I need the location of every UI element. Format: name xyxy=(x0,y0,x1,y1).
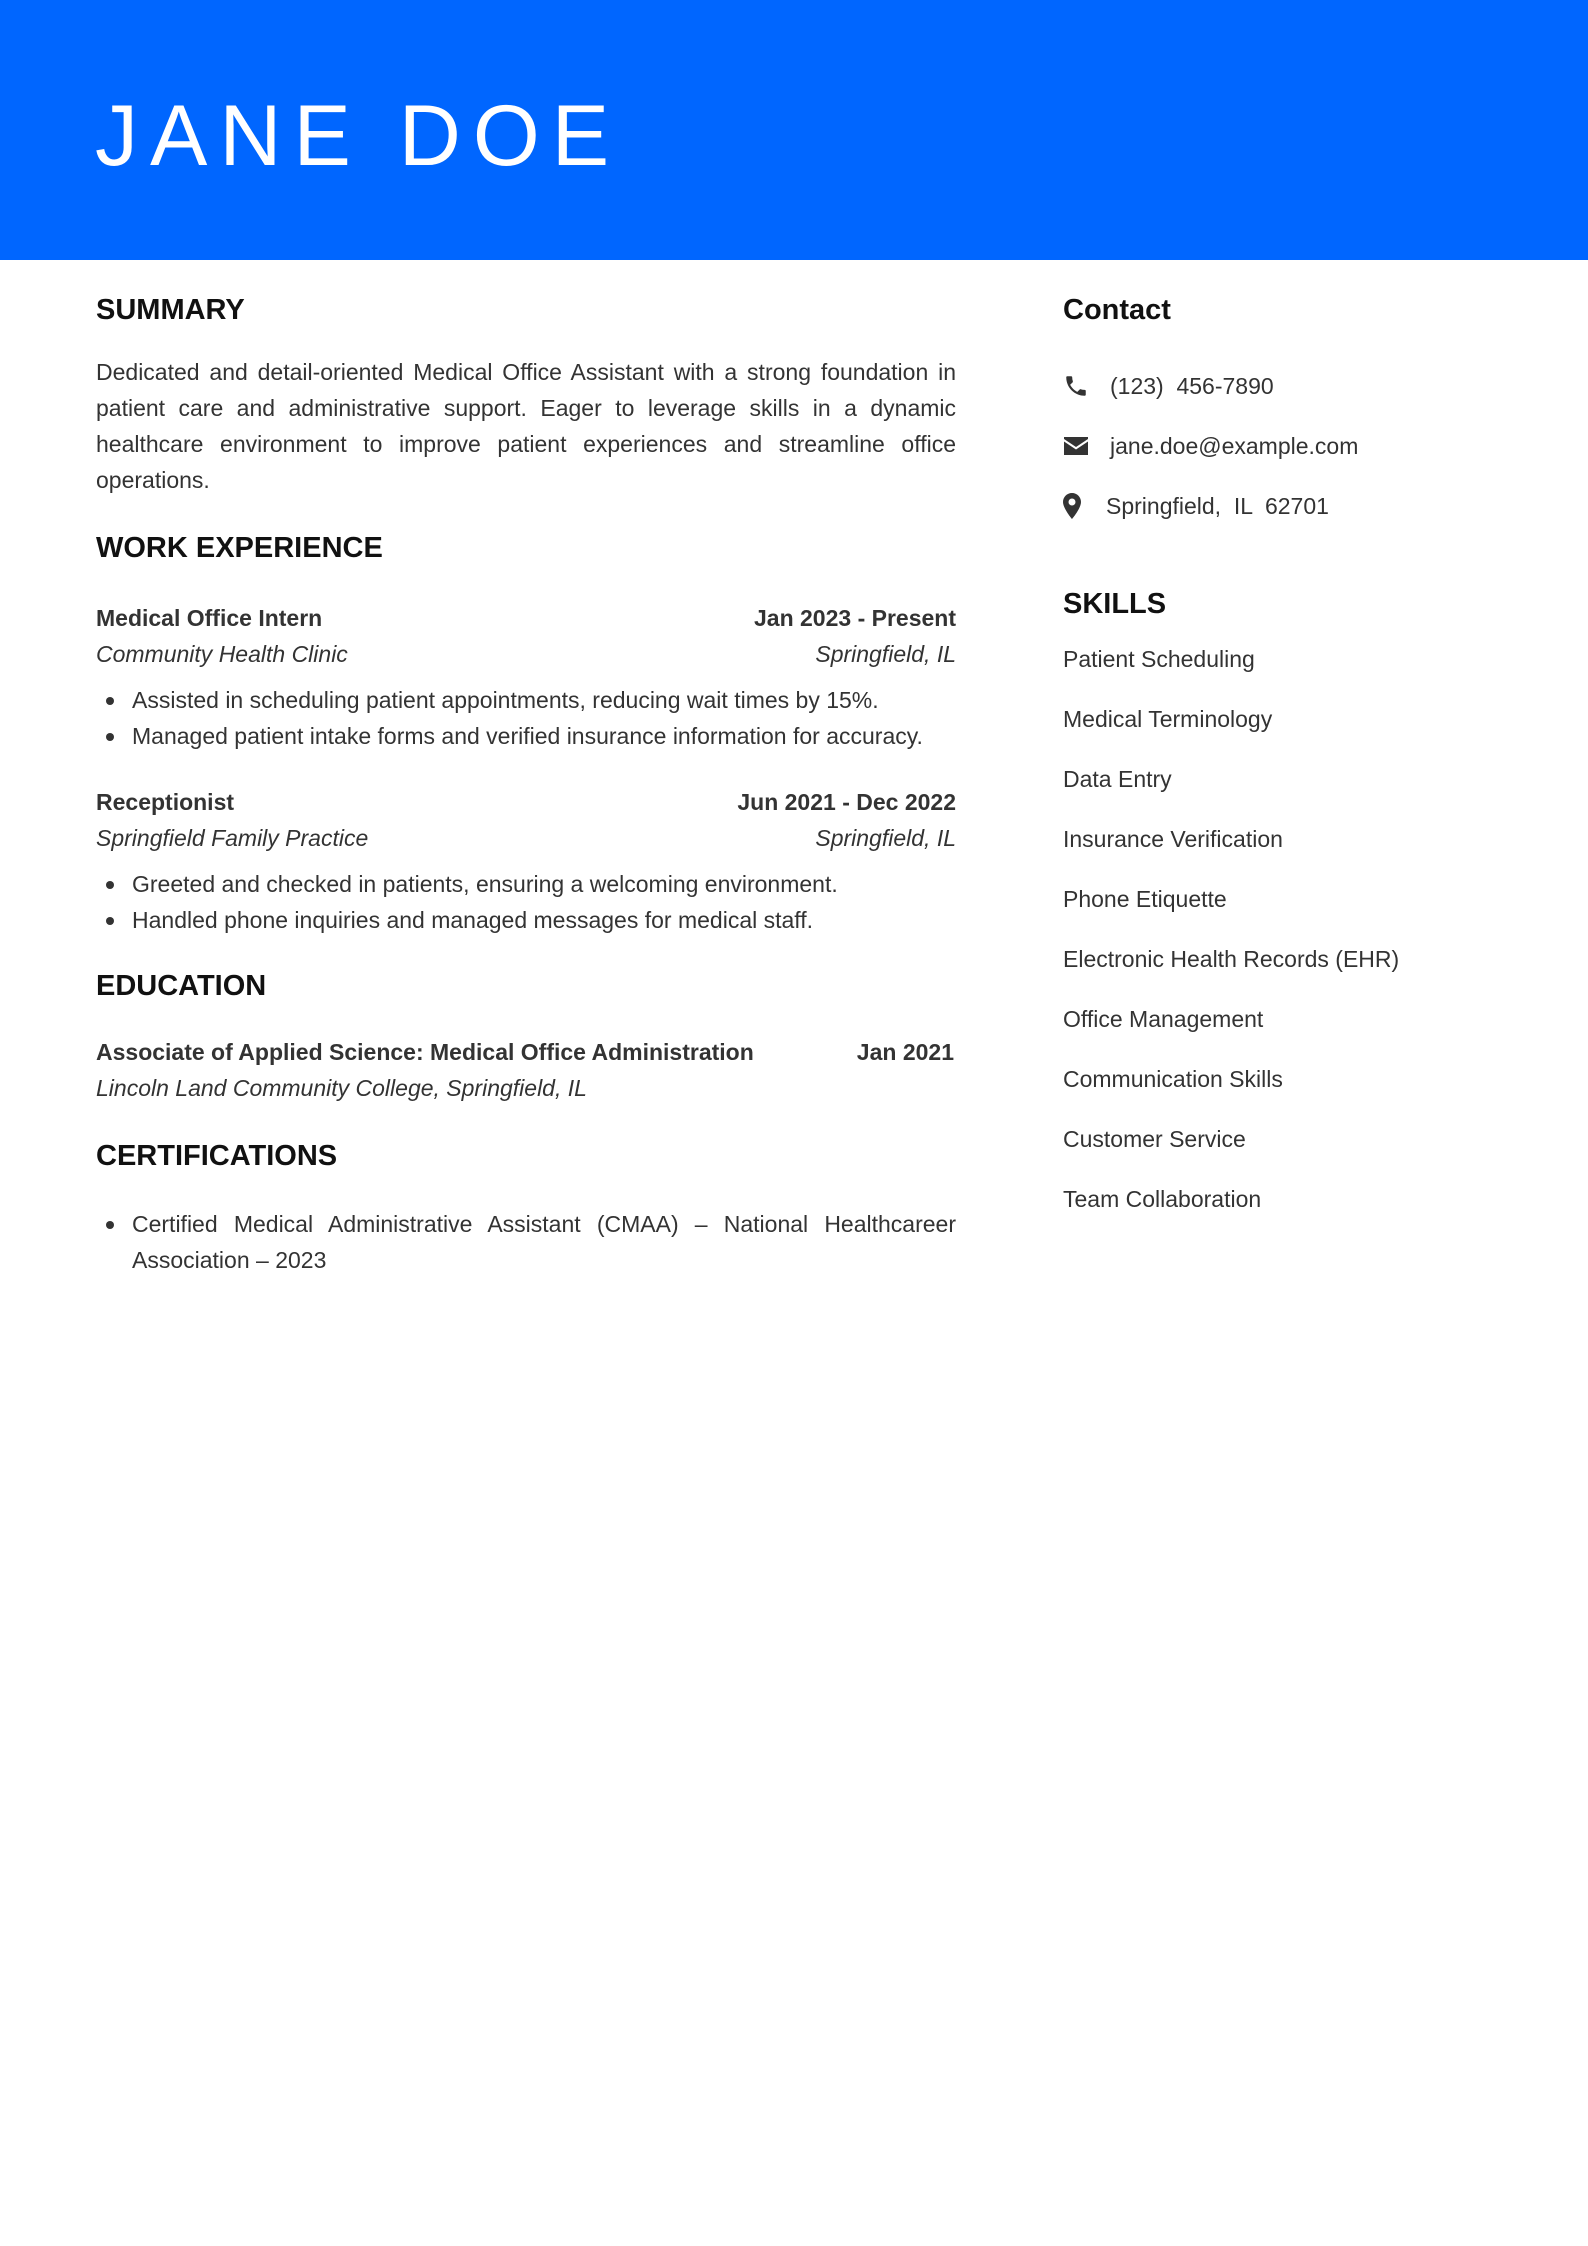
contact-phone-text: (123) 456-7890 xyxy=(1110,372,1274,399)
job-bullet: Managed patient intake forms and verified insurance information for accuracy. xyxy=(96,718,956,754)
job-role: Receptionist xyxy=(96,789,235,815)
job-dates: Jan 2023 - Present xyxy=(753,605,956,631)
summary-text: Dedicated and detail-oriented Medical Office Assistant with a strong foundation in patient care and administrative support. Eager to leverage skills in a dynamic healthcare environment to improve patient experiences and streamline office operations. xyxy=(96,359,956,493)
main-column xyxy=(96,292,956,1278)
job-bullets xyxy=(96,682,956,754)
skill-item: Medical Terminology xyxy=(1063,706,1273,732)
job-company: Community Health Clinic xyxy=(96,641,348,667)
contact-email-text: jane.doe@example.com xyxy=(1110,432,1359,459)
envelope-icon xyxy=(1063,432,1097,460)
skill-item: Data Entry xyxy=(1063,766,1172,792)
sidebar-column xyxy=(1063,292,1503,1244)
certifications-list xyxy=(96,1206,956,1278)
contact-email xyxy=(1063,416,1503,476)
candidate-name: JANE DOE xyxy=(95,88,622,184)
work-experience-heading: WORK EXPERIENCE xyxy=(96,532,383,564)
job-dates: Jun 2021 - Dec 2022 xyxy=(737,789,956,815)
education-date: Jan 2021 xyxy=(856,1039,954,1065)
job-subheader-row xyxy=(96,636,956,672)
job-company: Springfield Family Practice xyxy=(96,825,369,851)
phone-icon xyxy=(1063,372,1097,400)
job-bullet: Handled phone inquiries and managed messages for medical staff. xyxy=(96,902,956,938)
certifications-heading: CERTIFICATIONS xyxy=(96,1140,338,1172)
summary-heading: SUMMARY xyxy=(96,294,245,326)
skill-item: Team Collaboration xyxy=(1063,1186,1262,1212)
skills-list xyxy=(1063,644,1503,1244)
education-degree: Associate of Applied Science: Medical Office Administration xyxy=(96,1039,754,1065)
contact-location-text: Springfield, IL 62701 xyxy=(1106,492,1329,519)
education-header-row xyxy=(96,1034,956,1070)
education-heading: EDUCATION xyxy=(96,970,267,1002)
job-location: Springfield, IL xyxy=(815,641,956,667)
skill-item: Phone Etiquette xyxy=(1063,886,1227,912)
job-role: Medical Office Intern xyxy=(96,605,323,631)
job-header-row xyxy=(96,600,956,636)
job-subheader-row xyxy=(96,820,956,856)
job-entry xyxy=(96,784,956,938)
header-banner xyxy=(0,0,1588,260)
job-entry xyxy=(96,600,956,754)
contact-heading: Contact xyxy=(1063,294,1171,326)
skill-item: Electronic Health Records (EHR) xyxy=(1063,946,1400,972)
skill-item: Communication Skills xyxy=(1063,1066,1283,1092)
map-pin-icon xyxy=(1063,492,1093,520)
skill-item: Office Management xyxy=(1063,1006,1264,1032)
job-location: Springfield, IL xyxy=(815,825,956,851)
certification-item: Certified Medical Administrative Assistant (CMAA) – National Healthcareer Association – 2023 xyxy=(96,1206,956,1278)
job-bullets xyxy=(96,866,956,938)
skill-item: Patient Scheduling xyxy=(1063,646,1255,672)
contact-location xyxy=(1063,476,1503,536)
skill-item: Customer Service xyxy=(1063,1126,1246,1152)
job-bullet: Greeted and checked in patients, ensuring a welcoming environment. xyxy=(96,866,956,902)
job-header-row xyxy=(96,784,956,820)
contact-phone xyxy=(1063,356,1503,416)
education-school: Lincoln Land Community College, Springfield, IL xyxy=(96,1075,587,1101)
education-school-row xyxy=(96,1070,956,1106)
skills-heading: SKILLS xyxy=(1063,588,1167,620)
job-bullet: Assisted in scheduling patient appointments, reducing wait times by 15%. xyxy=(96,682,956,718)
skill-item: Insurance Verification xyxy=(1063,826,1283,852)
